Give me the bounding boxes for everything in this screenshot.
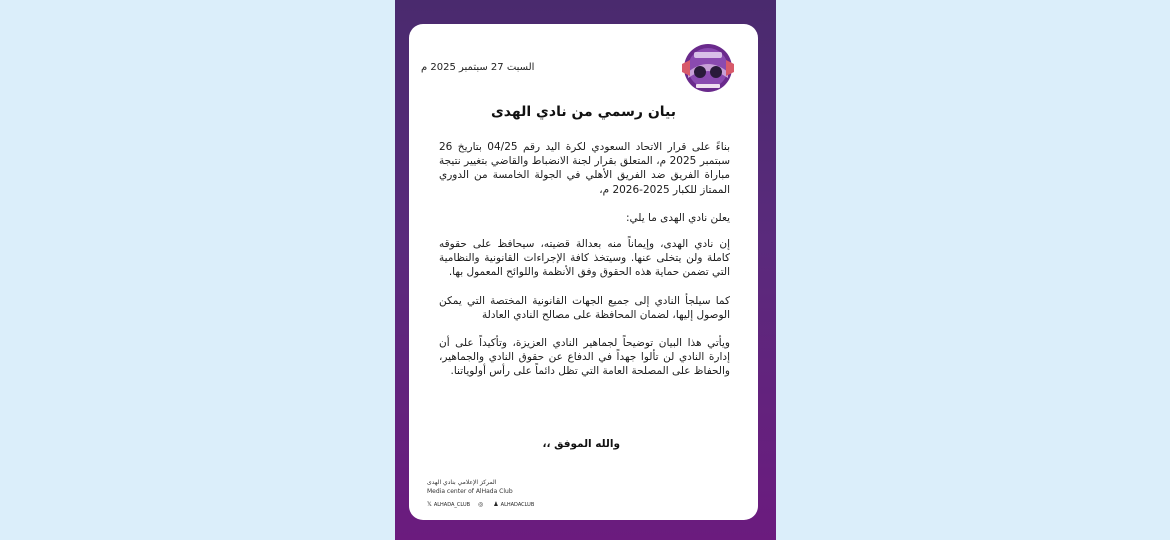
club-logo-icon bbox=[680, 42, 736, 94]
paragraph: إن نادي الهدى، وإيماناً منه بعدالة قضيته، سيحافظ على حقوقه كاملة ولن يتخلى عنها. وسيتخذ كافة الإجراءات القانونية والنظامية التي تضمن حماية هذه الحقوق وفق الأنظمة واللوائح المعمول بها. bbox=[439, 238, 730, 279]
paragraph: يعلن نادي الهدى ما يلي: bbox=[625, 211, 730, 224]
paragraph: كما سيلجأ النادي إلى جميع الجهات القانونية المختصة التي يمكن الوصول إليها، لضمان المحافظة على مصالح النادي العادلة bbox=[439, 294, 730, 321]
x-icon: 𝕏 bbox=[427, 501, 432, 508]
social-handle: ALHADA_CLUB bbox=[433, 502, 471, 508]
footer-arabic-name: المركز الإعلامي بنادي الهدى bbox=[427, 479, 497, 486]
statement-poster bbox=[395, 0, 776, 540]
social-x bbox=[427, 501, 470, 510]
social-snapchat bbox=[493, 501, 534, 510]
statement-title: بيان رسمي من نادي الهدى bbox=[490, 104, 677, 120]
instagram-icon: ◎ bbox=[478, 501, 484, 508]
statement-closing: والله الموفق ،، bbox=[542, 438, 620, 450]
snapchat-icon: ♟ bbox=[493, 501, 499, 508]
media-center-footer bbox=[427, 479, 567, 510]
social-handles bbox=[427, 501, 567, 510]
footer-english-name: Media center of AlHada Club bbox=[427, 487, 513, 495]
paragraph: ويأتي هذا البيان توضيحاً لجماهير النادي العزيزة، وتأكيداً على أن إدارة النادي لن تألوا جهداً في الدفاع عن حقوق النادي والجماهير، والحفاظ على المصلحة العامة التي تظل دائماً على رأس أولوياتنا. bbox=[439, 337, 730, 378]
paragraph: بناءً على قرار الاتحاد السعودي لكرة اليد رقم 04/25 بتاريخ 26 سبتمبر 2025 م، المتعلق بقرار لجنة الانضباط والقاضي بتغيير نتيجة مباراة الفريق ضد الفريق الأهلي في الجولة الخامسة من الدوري الممتاز للكبار 2025-2026 م، bbox=[439, 141, 730, 196]
statement-card bbox=[409, 24, 758, 520]
statement-date: السبت 27 سبتمبر 2025 م bbox=[421, 62, 535, 73]
social-handle: ALHADACLUB bbox=[500, 502, 535, 508]
social-instagram bbox=[478, 501, 485, 510]
statement-body bbox=[439, 140, 730, 393]
